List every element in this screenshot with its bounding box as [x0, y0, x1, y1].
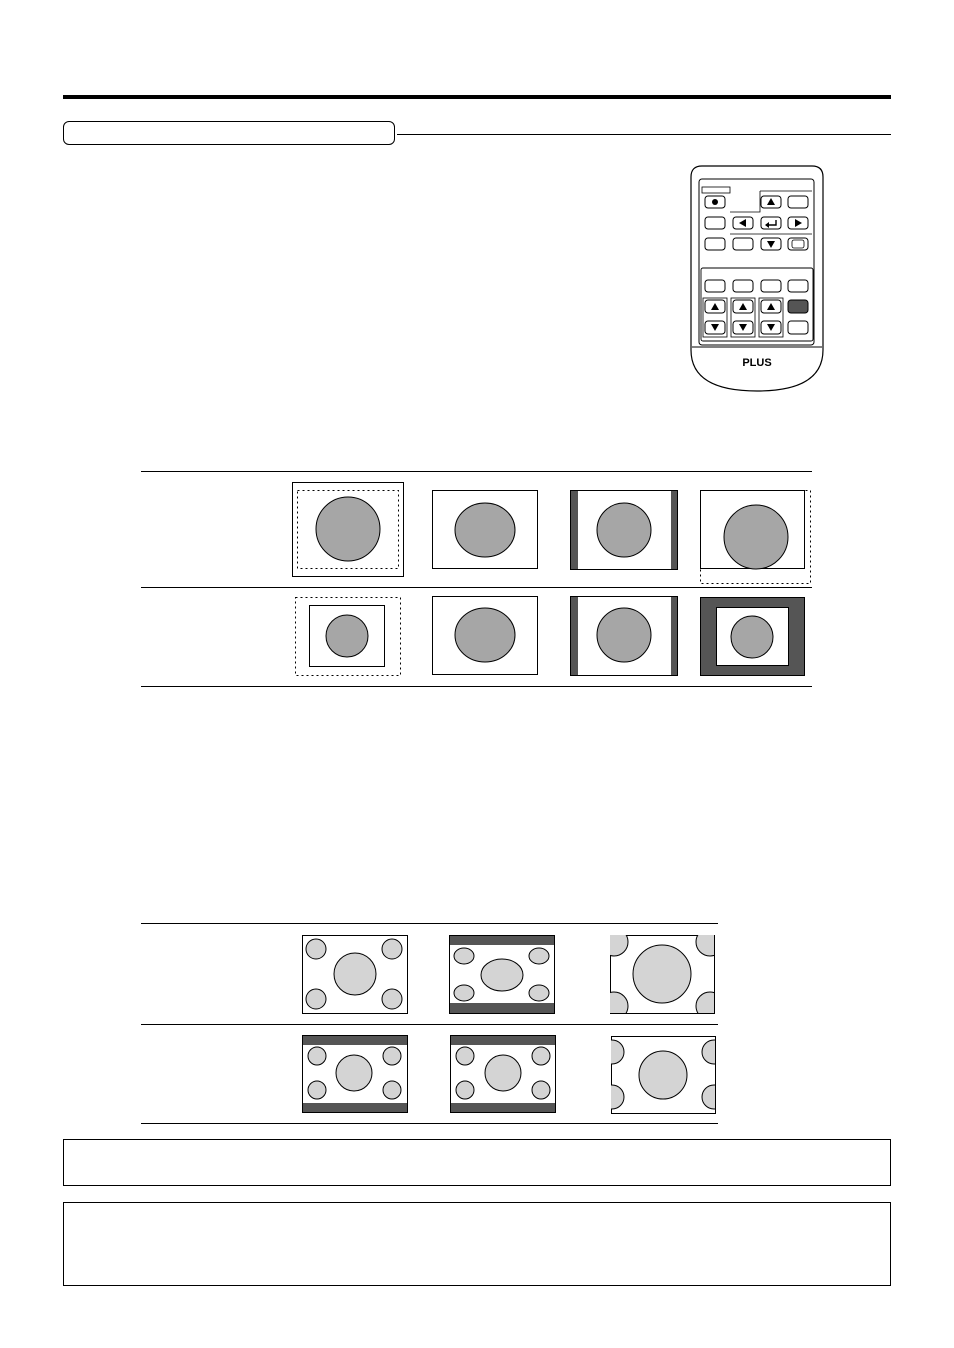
wide-diagram-r1c1: [303, 936, 408, 1014]
remote-brand-label: PLUS: [742, 357, 772, 369]
wide-diagram-r2c2: [451, 1036, 556, 1113]
wide-diagram-r2c1: [303, 1036, 408, 1113]
caution-box: [63, 1202, 891, 1286]
wide-diagram-r2c3: [600, 1037, 726, 1114]
wide-diagram-r1c3: [600, 928, 724, 1020]
note-box: [63, 1139, 891, 1186]
wide-diagram-r1c2: [450, 936, 555, 1014]
